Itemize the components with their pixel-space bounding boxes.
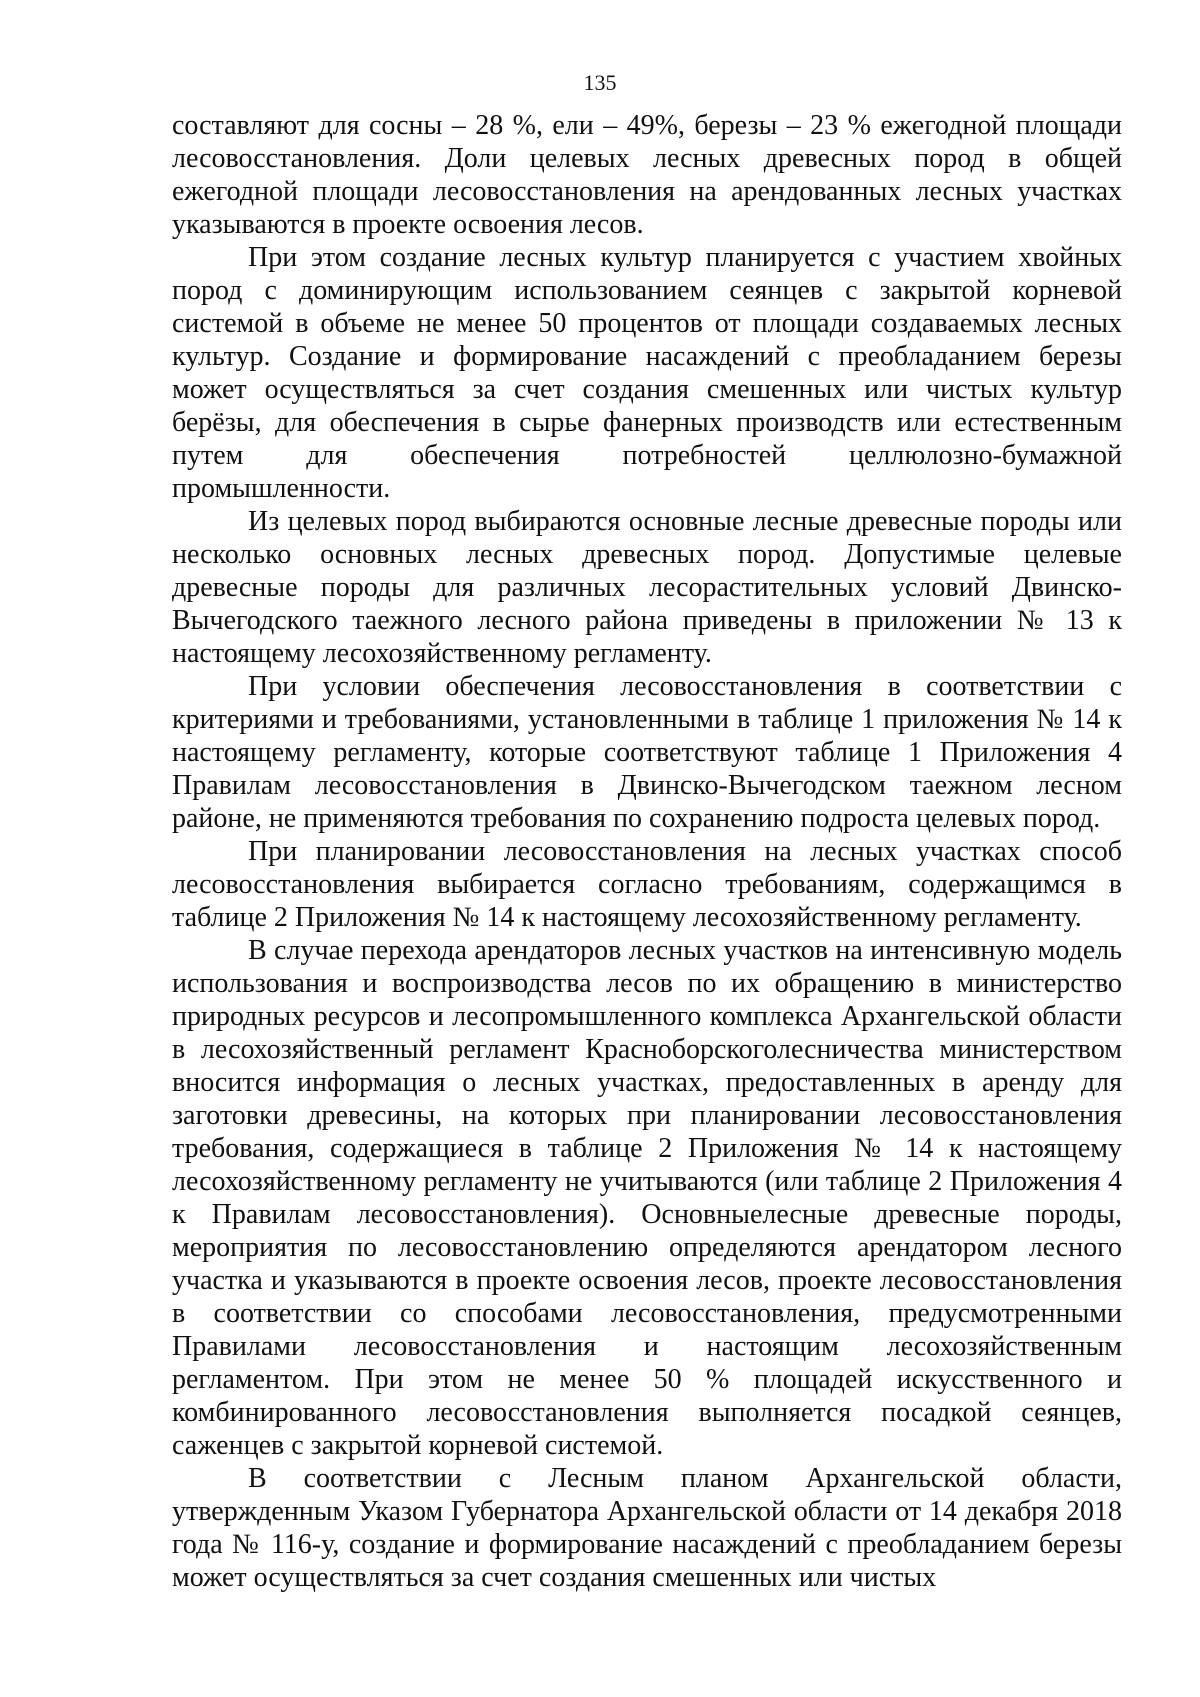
document-body [172, 109, 1122, 1594]
paragraph-undergrowth-conditions: При условии обеспечения лесовосстановления в соответствии с критериями и требованиями, установленными в таблице 1 приложения № 14 к настоящему регламенту, которые соответствуют таблице 1 Приложения 4 Правилам лесовосстановления в Двинско-Вычегодском таежном лесном районе, не применяются требования по сохранению подроста целевых пород. [172, 671, 1122, 834]
paragraph-forest-plan: В соответствии с Лесным планом Архангельской области, утвержденным Указом Губернатора Архангельской области от 14 декабря 2018 года № 116-у, создание и формирование насаждений с преобладанием березы может осуществляться за счет создания смешенных или чистых [172, 1463, 1122, 1593]
paragraph-target-species: Из целевых пород выбираются основные лесные древесные породы или несколько основных лесных древесных пород. Допустимые целевые древесные породы для различных лесорастительных условий Двинско-Вычегодского таежного лесного района приведены в приложении № 13 к настоящему лесохозяйственному регламенту. [172, 506, 1122, 669]
paragraph-forest-cultures: При этом создание лесных культур планируется с участием хвойных пород с доминирующим использованием сеянцев с закрытой корневой системой в объеме не менее 50 процентов от площади создаваемых лесных культур. Создание и формирование насаждений с преобладанием березы может осуществляться за счет создания смешенных или чистых культур берёзы, для обеспечения в сырье фанерных производств или естественным путем для обеспечения потребностей целлюлозно-бумажной промышленности. [172, 242, 1122, 504]
paragraph-reforestation-method: При планировании лесовосстановления на лесных участках способ лесовосстановления выбирается согласно требованиям, содержащимся в таблице 2 Приложения № 14 к настоящему лесохозяйственному регламенту. [172, 836, 1122, 933]
page-number: 135 [583, 70, 617, 95]
paragraph-continuation: составляют для сосны – 28 %, ели – 49%, березы – 23 % ежегодной площади лесовосстановления. Доли целевых лесных древесных пород в общей ежегодной площади лесовосстановления на арендованных лесных участках указываются в проекте освоения лесов. [172, 110, 1122, 240]
paragraph-intensive-model: В случае перехода арендаторов лесных участков на интенсивную модель использования и воспроизводства лесов по их обращению в министерство природных ресурсов и лесопромышленного комплекса Архангельской области в лесохозяйственный регламент Красноборскоголесничества министерством вносится информация о лесных участках, предоставленных в аренду для заготовки древесины, на которых при планировании лесовосстановления требования, содержащиеся в таблице 2 Приложения № 14 к настоящему лесохозяйственному регламенту не учитываются (или таблице 2 Приложения 4 к Правилам лесовосстановления). Основныелесные древесные породы, мероприятия по лесовосстановлению определяются арендатором лесного участка и указываются в проекте освоения лесов, проекте лесовосстановления в соответствии со способами лесовосстановления, предусмотренными Правилами лесовосстановления и настоящим лесохозяйственным регламентом. При этом не менее 50 % площадей искусственного и комбинированного лесовосстановления выполняется посадкой сеянцев, саженцев с закрытой корневой системой. [172, 935, 1122, 1461]
